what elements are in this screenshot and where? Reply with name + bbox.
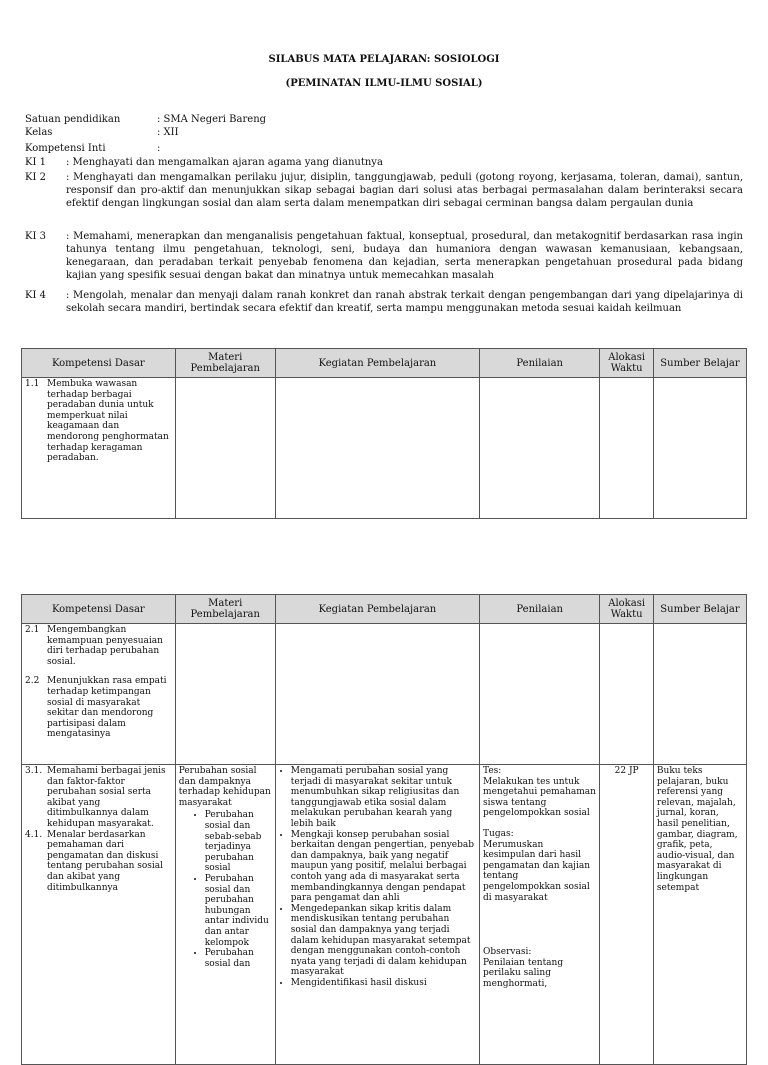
header-penilaian: Penilaian — [480, 595, 600, 624]
ki-1 — [25, 156, 743, 169]
ki-2 — [25, 171, 743, 210]
ki-code: KI 3 — [25, 231, 46, 242]
list-item: • Mengidentifikasi hasil diskusi — [291, 978, 476, 989]
kd-cell — [22, 624, 176, 765]
kd-cell — [22, 378, 176, 519]
sumber-cell: Buku teks pelajaran, buku referensi yang relevan, majalah, jurnal, koran, hasil penelitian, gambar, diagram, grafik, peta, audio-visual, dan masyarakat di lingkungan setempat — [653, 765, 746, 1065]
materi-list — [179, 810, 272, 969]
penilaian-cell — [480, 624, 600, 765]
header-penilaian: Penilaian — [480, 349, 600, 378]
kd-text: Menalar berdasarkan pemahaman dari pengamatan dan diskusi tentang perubahan sosial dan akibat yang ditimbulkannya — [47, 829, 164, 893]
list-item: • Perubahan sosial dan perubahan hubungan antar individu dan antar kelompok — [205, 874, 272, 948]
silabus-table-2 — [21, 594, 747, 1065]
table-row — [22, 765, 747, 1065]
alokasi-cell — [600, 378, 654, 519]
alokasi-cell: 22 JP — [600, 765, 654, 1065]
penilaian-tes-text: Melakukan tes untuk mengetahui pemahaman siswa tentang pengelompokkan sosial — [483, 776, 596, 819]
meta-label: Satuan pendidikan — [25, 114, 121, 125]
kegiatan-cell — [275, 378, 479, 519]
kd-number: 2.1 — [25, 625, 40, 635]
silabus-table-1 — [21, 348, 747, 519]
list-item: • Perubahan sosial dan sebab-sebab terjadinya perubahan sosial — [205, 810, 272, 874]
alokasi-cell — [600, 624, 654, 765]
ki-text: : Menghayati dan mengamalkan perilaku jujur, disiplin, tanggungjawab, peduli (gotong royong, kerjasama, toleran, damai), santun, responsif dan pro-aktif dan menunjukkan sikap sebagai bagian dari solusi atas berbagai permasalahan dalam berinteraksi secara efektif dengan lingkungan sosial dan alam serta dalam menempatkan diri sebagai cerminan bangsa dalam pergaulan dunia — [66, 172, 743, 209]
kd-number: 2.2 — [25, 676, 40, 687]
header-sumber: Sumber Belajar — [653, 349, 746, 378]
document-title: SILABUS MATA PELAJARAN: SOSIOLOGI — [268, 54, 500, 65]
kegiatan-list — [279, 766, 476, 988]
ki-code: KI 4 — [25, 290, 46, 301]
list-item: • Perubahan sosial dan — [205, 948, 272, 969]
header-alokasi: Alokasi Waktu — [600, 349, 654, 378]
kegiatan-cell — [275, 765, 479, 1065]
materi-cell — [175, 765, 275, 1065]
ki-text: : Mengolah, menalar dan menyaji dalam ranah konkret dan ranah abstrak terkait dengan pengembangan dari yang dipelajarinya di sekolah secara mandiri, bertindak secara efektif dan kreatif, serta mampu menggunakan metoda sesuai kaidah keilmuan — [66, 290, 743, 314]
meta-label: Kompetensi Inti — [25, 143, 106, 154]
kd-text: Mengembangkan kemampuan penyesuaian diri terhadap perubahan sosial. — [47, 625, 163, 667]
meta-value: : XII — [157, 127, 179, 138]
kd-number: 3.1. — [25, 766, 43, 776]
kd-text: Memahami berbagai jenis dan faktor-faktor perubahan sosial serta akibat yang ditimbulkannya dalam kehidupan masyarakat. — [47, 766, 166, 829]
penilaian-cell — [480, 378, 600, 519]
kd-number: 4.1. — [25, 829, 43, 840]
sumber-cell — [653, 624, 746, 765]
header-kompetensi-dasar: Kompetensi Dasar — [22, 595, 176, 624]
table-header-row — [22, 595, 747, 624]
meta-value: : SMA Negeri Bareng — [157, 114, 267, 125]
list-item: • Mengamati perubahan sosial yang terjadi di masyarakat sekitar untuk menumbuhkan sikap religiusitas dan tanggungjawab etika sosial dalam melakukan perubahan kearah yang lebih baik — [291, 766, 476, 830]
header-kegiatan: Kegiatan Pembelajaran — [275, 349, 479, 378]
ki-text: : Memahami, menerapkan dan menganalisis pengetahuan faktual, konseptual, prosedural, dan metakognitif berdasarkan rasa ingin tahunya tentang ilmu pengetahuan, teknologi, seni, budaya dan humaniora dengan wawasan kemanusiaan, kebangsaan, kenegaraan, dan peradaban terkait penyebab fenomena dan kejadian, serta menerapkan pengetahuan prosedural pada bidang kajian yang spesifik sesuai dengan bakat dan minatnya untuk memecahkan masalah — [66, 231, 743, 281]
kd-item-2-2 — [25, 676, 172, 740]
ki-text: : Menghayati dan mengamalkan ajaran agama yang dianutnya — [66, 157, 383, 168]
list-item: • Mengedepankan sikap kritis dalam mendiskusikan tentang perubahan sosial dan dampaknya yang terjadi dalam kehidupan masyarakat setempat dengan menggunakan contoh-contoh nyata yang terjadi di dalam kehidupan masyarakat — [291, 904, 476, 978]
materi-cell — [175, 624, 275, 765]
penilaian-cell — [480, 765, 600, 1065]
ki-code: KI 2 — [25, 172, 46, 183]
materi-intro: Perubahan sosial dan dampaknya terhadap kehidupan masyarakat — [178, 766, 271, 808]
ki-4 — [25, 289, 743, 315]
header-alokasi: Alokasi Waktu — [600, 595, 654, 624]
ki-code: KI 1 — [25, 157, 46, 168]
meta-label: Kelas — [25, 127, 53, 138]
kd-cell — [22, 765, 176, 1065]
materi-cell — [175, 378, 275, 519]
penilaian-observasi-label: Observasi: — [483, 947, 532, 958]
ki-3 — [25, 230, 743, 282]
kd-item-1-1 — [25, 379, 172, 464]
kd-item-3-1 — [25, 766, 172, 830]
list-item: • Mengkaji konsep perubahan sosial berkaitan dengan pengertian, penyebab dan dampaknya, baik yang negatif maupun yang positif, melalui berbagai contoh yang ada di masyarakat serta membandingkannya dengan pendapat para pengamat dan ahli — [291, 830, 476, 904]
penilaian-tugas-label: Tugas: — [483, 828, 514, 839]
header-materi: Materi Pembelajaran — [175, 349, 275, 378]
table-row — [22, 624, 747, 765]
penilaian-tugas-text: Merumuskan kesimpulan dari hasil pengamatan dan kajian tentang pengelompokkan sosial di masyarakat — [483, 839, 591, 903]
kegiatan-cell — [275, 624, 479, 765]
header-kegiatan: Kegiatan Pembelajaran — [275, 595, 479, 624]
document-subtitle: (PEMINATAN ILMU-ILMU SOSIAL) — [285, 78, 483, 89]
header-kompetensi-dasar: Kompetensi Dasar — [22, 349, 176, 378]
kd-item-4-1 — [25, 830, 172, 894]
penilaian-tes-label: Tes: — [483, 766, 502, 776]
table-header-row — [22, 349, 747, 378]
sumber-cell — [653, 378, 746, 519]
kd-text: Membuka wawasan terhadap berbagai peradaban dunia untuk memperkuat nilai keagamaan dan mendorong penghormatan terhadap keragaman peradaban. — [47, 379, 169, 464]
penilaian-observasi-text: Penilaian tentang perilaku saling menghormati, — [483, 957, 564, 989]
kd-number: 1.1 — [25, 379, 40, 389]
header-materi: Materi Pembelajaran — [175, 595, 275, 624]
meta-value: : — [157, 143, 161, 154]
kd-text: Menunjukkan rasa empati terhadap ketimpangan sosial di masyarakat sekitar dan mendorong partisipasi dalam mengatasinya — [47, 676, 167, 740]
kd-item-2-1 — [25, 625, 172, 667]
header-sumber: Sumber Belajar — [653, 595, 746, 624]
table-row — [22, 378, 747, 519]
